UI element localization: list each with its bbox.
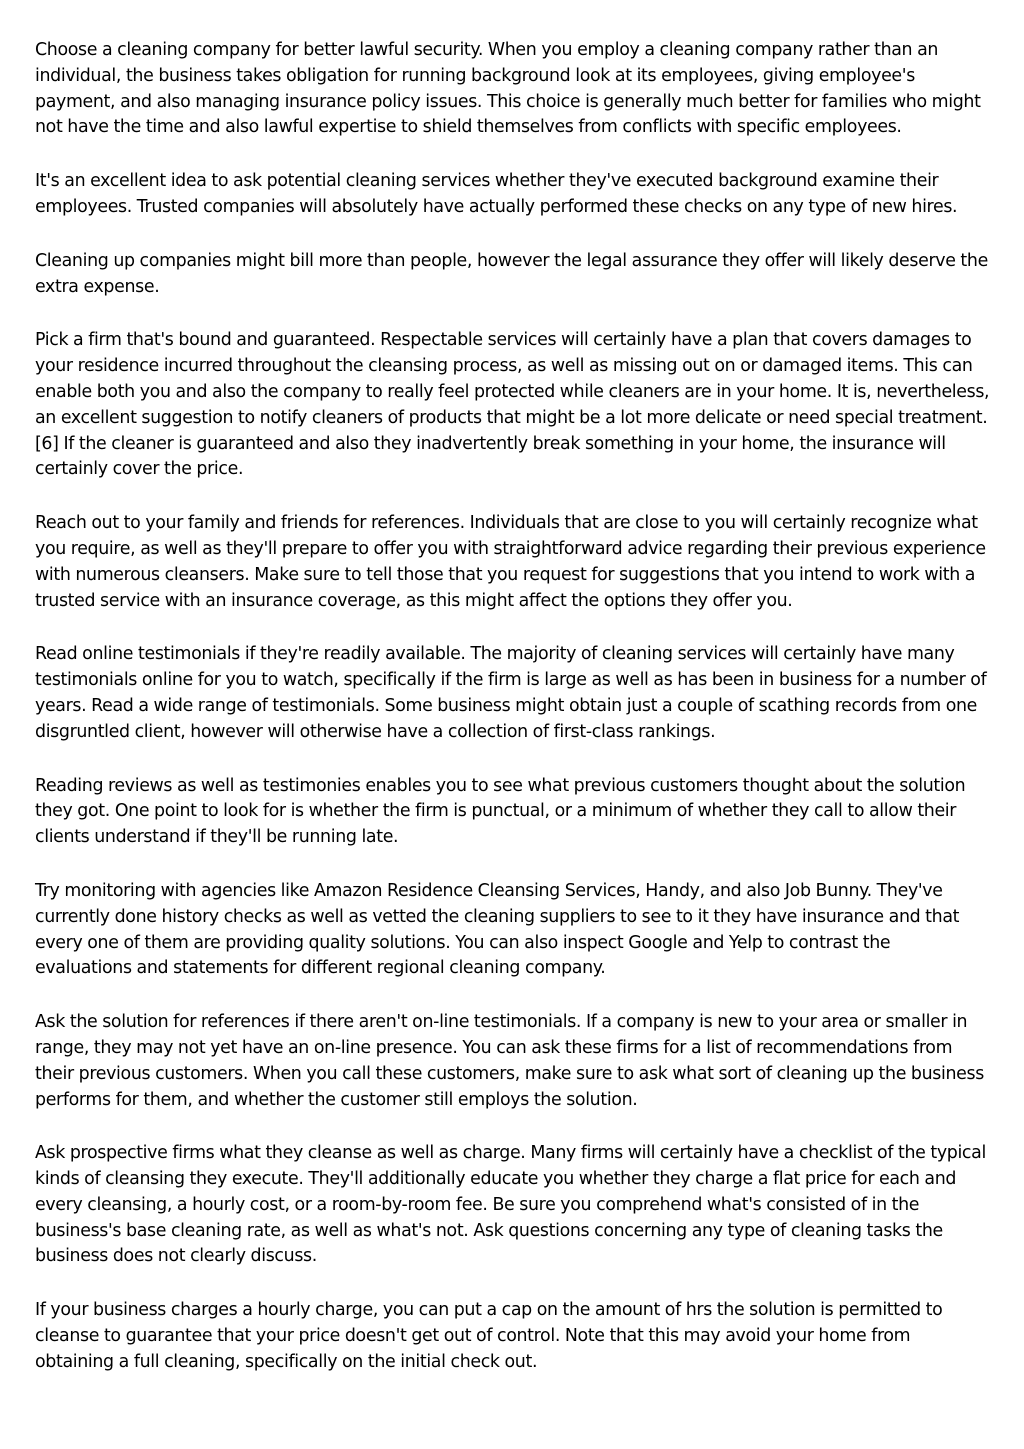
paragraph: It's an excellent idea to ask potential cleaning services whether they've executed background examine their employees. Trusted companies will absolutely have actually performed these checks on any type of new hires. [35,171,958,217]
paragraph: Reach out to your family and friends for references. Individuals that are close to you will certainly recognize what you require, as well as they'll prepare to offer you with straightforward advice regarding their previous experience with numerous cleansers. Make sure to tell those that you request for suggestions that you intend to work with a trusted service with an insurance coverage, as this might affect the options they offer you. [35,513,986,611]
paragraph: Try monitoring with agencies like Amazon Residence Cleansing Services, Handy, and also Job Bunny. They've currently done history checks as well as vetted the cleaning suppliers to see to it they have insurance and that every one of them are providing quality solutions. You can also inspect Google and Yelp to contrast the evaluations and statements for different regional cleaning company. [35,880,960,979]
article-body [35,38,991,1404]
paragraph: Read online testimonials if they're readily available. The majority of cleaning services will certainly have many testimonials online for you to watch, specifically if the firm is large as well as has been in business for a number of years. Read a wide range of testimonials. Some business might obtain just a couple of scathing records from one disgruntled client, however will otherwise have a collection of first-class rankings. [35,644,987,742]
paragraph: If your business charges a hourly charge, you can put a cap on the amount of hrs the solution is permitted to cleanse to guarantee that your price doesn't get out of control. Note that this may avoid your home from obtaining a full cleaning, specifically on the initial check out. [35,1300,943,1372]
paragraph: Ask prospective firms what they cleanse as well as charge. Many firms will certainly have a checklist of the typical kinds of cleansing they execute. They'll additionally educate you whether they charge a flat price for each and every cleansing, a hourly cost, or a room-by-room fee. Be sure you comprehend what's consisted of in the business's base cleaning rate, as well as what's not. Ask questions concerning any type of cleaning tasks the business does not clearly discuss. [35,1143,986,1267]
paragraph: Pick a firm that's bound and guaranteed. Respectable services will certainly have a plan that covers damages to your residence incurred throughout the cleansing process, as well as missing out on or damaged items. This can enable both you and also the company to really feel protected while cleaners are in your home. It is, nevertheless, an excellent suggestion to notify cleaners of products that might be a lot more delicate or need special treatment. [6] If the cleaner is guaranteed and also they inadvertently break something in your home, the insurance will certainly cover the price. [35,330,990,480]
paragraph: Cleaning up companies might bill more than people, however the legal assurance they offer will likely deserve the extra expense. [35,250,988,297]
paragraph: Reading reviews as well as testimonies enables you to see what previous customers thought about the solution they got. One point to look for is whether the firm is punctual, or a minimum of whether they call to allow their clients understand if they'll be running late. [35,775,966,848]
paragraph: Ask the solution for references if there aren't on-line testimonials. If a company is new to your area or smaller in range, they may not yet have an on-line presence. You can ask these firms for a list of recommendations from their previous customers. When you call these customers, make sure to ask what sort of cleaning up the business performs for them, and whether the customer still employs the solution. [35,1012,984,1110]
paragraph: Choose a cleaning company for better lawful security. When you employ a cleaning company rather than an individual, the business takes obligation for running background look at its employees, giving employee's payment, and also managing insurance policy issues. This choice is generally much better for families who might not have the time and also lawful expertise to shield themselves from conflicts with specific employees. [35,40,981,138]
